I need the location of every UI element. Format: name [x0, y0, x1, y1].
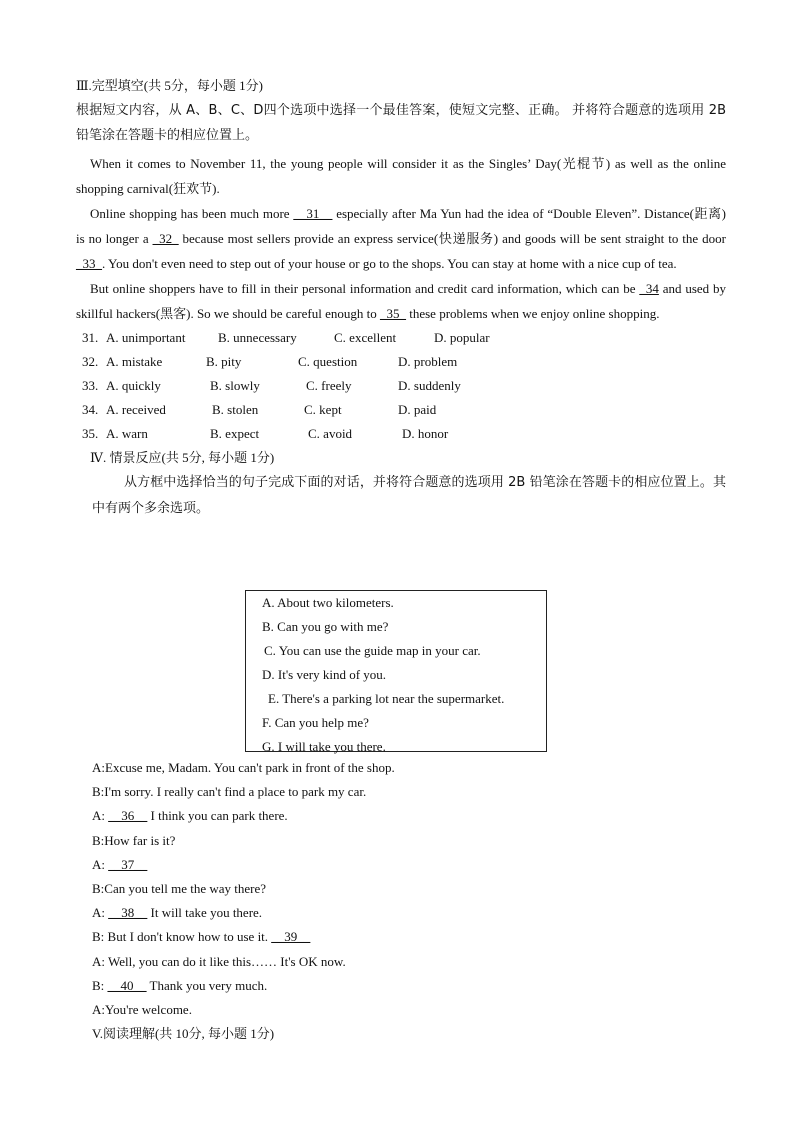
blank-40: __40__ — [107, 977, 147, 993]
section3-instruction: 根据短文内容，从 A、B、C、D四个选项中选择一个最佳答案，使短文完整、正确。 并将符合题意的选项用 2B 铅笔涂在答题卡的相应位置上。 — [76, 103, 726, 143]
passage-paragraph-2: Online shopping has been much more __31__ especially after Ma Yun had the idea of “Double Eleven”. Distance(距离) is no longer a _32_ because most sellers provide an express service(快递服务) and goods will be sent straight to the door _33_. You don't even need to step out of your house or go to the shops. You can stay at home with a nice cup of tea. — [76, 206, 726, 271]
dialog — [92, 756, 395, 1046]
choice-d: D. It's very kind of you. — [262, 667, 387, 682]
exam-page — [76, 74, 726, 522]
blank-38: __38__ — [108, 905, 148, 921]
dialog-line-4: B:How far is it? — [92, 832, 176, 848]
passage-paragraph-3: But online shoppers have to fill in their personal information and credit card information, which can be _34 and used by skillful hackers(黑客). So we should be careful enough to _35_ these problems when we enjoy online shopping. — [76, 281, 726, 321]
blank-34: _34 — [639, 281, 659, 296]
options-list — [82, 326, 726, 446]
option-row-31: 31. A. unimportant B. unnecessary C. excellent D. popular — [82, 330, 490, 345]
blank-31: __31__ — [293, 206, 333, 221]
dialog-line-5: A: __37__ — [92, 856, 148, 872]
choice-b: B. Can you go with me? — [262, 619, 389, 634]
dialog-line-1: A:Excuse me, Madam. You can't park in front of the shop. — [92, 760, 395, 775]
dialog-line-2: B:I'm sorry. I really can't find a place to park my car. — [92, 784, 367, 800]
blank-37: __37__ — [108, 856, 148, 872]
section5-title: V.阅读理解(共 10分, 每小题 1分) — [92, 1026, 275, 1042]
blank-33: _33_ — [76, 256, 102, 271]
option-row-34: 34. A. received B. stolen C. kept D. paid — [82, 402, 437, 417]
blank-36: __36__ — [108, 808, 148, 824]
blank-35: _35_ — [379, 306, 406, 321]
dialog-line-11: A:You're welcome. — [92, 1002, 192, 1018]
section4-title: Ⅳ. 情景反应(共 5分, 每小题 1分) — [90, 450, 275, 465]
dialog-line-10: B: __40__ Thank you very much. — [92, 977, 268, 993]
dialog-line-7: A: __38__ It will take you there. — [92, 905, 263, 921]
choice-c: C. You can use the guide map in your car. — [264, 643, 481, 658]
dialog-line-9: A: Well, you can do it like this…… It's OK now. — [92, 953, 346, 969]
dialog-line-3: A: __36__ I think you can park there. — [92, 808, 288, 824]
choice-a: A. About two kilometers. — [262, 595, 394, 610]
choice-f: F. Can you help me? — [262, 715, 369, 730]
passage-paragraph-1: When it comes to November 11, the young people will consider it as the Singles’ Day(光棍节) as well as the online shopping carnival(狂欢节). — [76, 156, 726, 196]
option-row-32: 32. A. mistake B. pity C. question D. problem — [82, 354, 458, 369]
section4-instruction: 从方框中选择恰当的句子完成下面的对话，并将符合题意的选项用 2B 铅笔涂在答题卡的相应位置上。其中有两个多余选项。 — [92, 475, 726, 516]
option-row-35: 35. A. warn B. expect C. avoid D. honor — [82, 426, 449, 441]
blank-39: __39__ — [271, 929, 311, 945]
dialog-line-6: B:Can you tell me the way there? — [92, 881, 267, 897]
dialog-line-8: B: But I don't know how to use it. __39__ — [92, 929, 311, 945]
choice-g: G. I will take you there. — [262, 739, 386, 754]
option-row-33: 33. A. quickly B. slowly C. freely D. suddenly — [82, 378, 461, 393]
section3-title: Ⅲ.完型填空(共 5分，每小题 1分) — [76, 78, 263, 93]
blank-32: _32_ — [152, 231, 179, 246]
choice-box — [245, 590, 547, 752]
choice-e: E. There's a parking lot near the supermarket. — [268, 691, 505, 706]
